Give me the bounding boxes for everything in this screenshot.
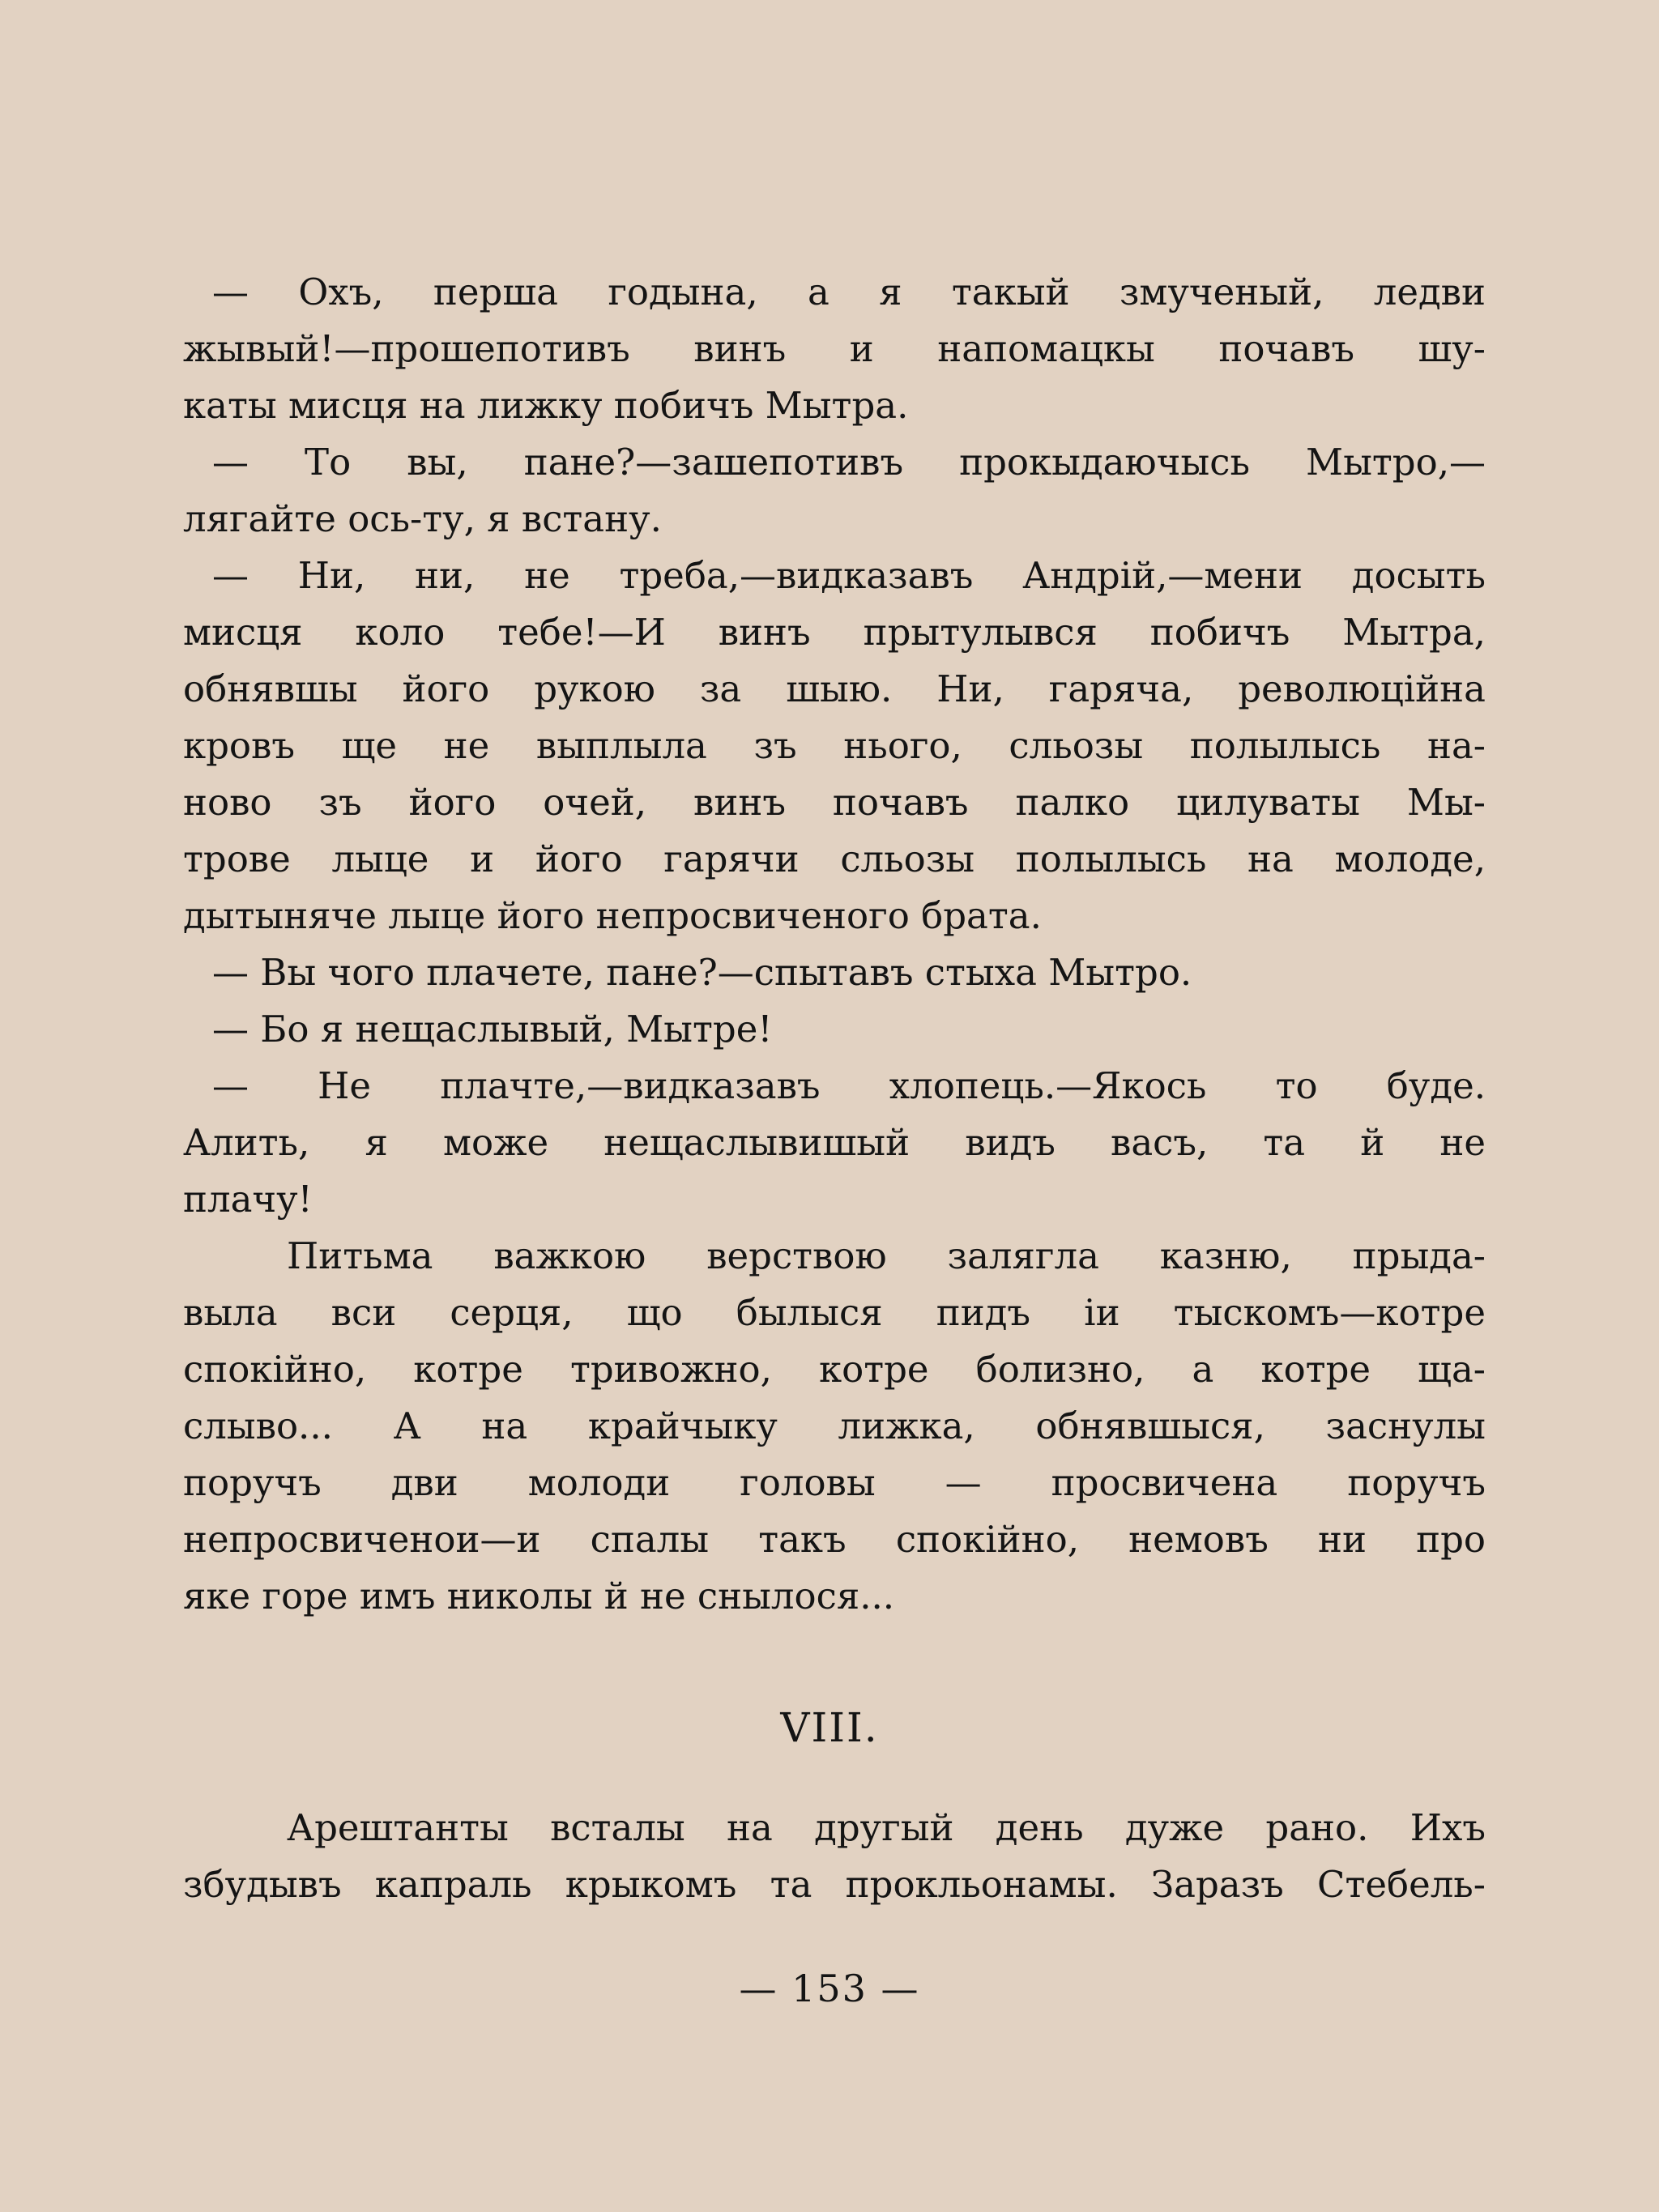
text-line: — Охъ, перша годына, а я такый змученый, ледви xyxy=(212,271,1486,313)
chapter-text xyxy=(183,1800,1486,1913)
text-line: Арештанты всталы на другый день дуже рано. Ихъ xyxy=(287,1806,1486,1849)
text-line: кровъ ще не выплыла зъ нього, сльозы полылысь на- xyxy=(183,724,1486,767)
text-line: мисця коло тебе!—И винъ прытулывся побичъ Мытра, xyxy=(183,611,1486,654)
chapter-heading: VIII. xyxy=(780,1704,879,1751)
text-line: спокійно, котре тривожно, котре болизно, а котре ща- xyxy=(183,1348,1486,1391)
text-line: — Бо я нещаслывый, Мытре! xyxy=(212,1008,773,1051)
text-line: непросвиченои—и спалы такъ спокійно, немовъ ни про xyxy=(183,1518,1486,1561)
page-number: — 153 — xyxy=(739,1967,920,2010)
text-line: Питьма важкою верствою залягла казню, прыда- xyxy=(287,1234,1486,1277)
body-text xyxy=(183,264,1486,1625)
text-line: збудывъ капраль крыкомъ та прокльонамы. Заразъ Стебель- xyxy=(183,1863,1486,1906)
text-line: ново зъ його очей, винъ почавъ палко цилуваты Мы- xyxy=(183,781,1486,824)
text-line: поручъ дви молоди головы — просвичена поручъ xyxy=(183,1461,1486,1504)
text-line: слыво... А на крайчыку лижка, обнявшыся, заснулы xyxy=(183,1404,1486,1447)
text-line: обнявшы його рукою за шыю. Ни, гаряча, революційна xyxy=(183,667,1486,710)
text-line: — Ни, ни, не треба,—видказавъ Андрій,—мени досыть xyxy=(212,554,1486,597)
text-line: трове лыце и його гарячи сльозы полылысь на молоде, xyxy=(183,837,1486,880)
text-line: Алить, я може нещаслывишый видъ васъ, та й не xyxy=(183,1121,1486,1164)
text-line: яке горе имъ николы й не снылося... xyxy=(183,1575,895,1617)
text-line: плачу! xyxy=(183,1178,313,1221)
text-line: — Вы чого плачете, пане?—спытавъ стыха Мытро. xyxy=(212,951,1192,994)
text-line: жывый!—прошепотивъ винъ и напомацкы почавъ шу- xyxy=(183,327,1486,370)
text-line: лягайте ось-ту, я встану. xyxy=(183,497,662,540)
text-line: — То вы, пане?—зашепотивъ прокыдаючысь Мытро,— xyxy=(212,441,1486,484)
text-line: — Не плачте,—видказавъ хлопець.—Якось то буде. xyxy=(212,1064,1486,1107)
text-line: каты мисця на лижку побичъ Мытра. xyxy=(183,384,909,427)
text-line: выла вси серця, що былыся пидъ іи тыскомъ—котре xyxy=(183,1291,1486,1334)
text-line: дытыняче лыце його непросвиченого брата. xyxy=(183,894,1042,937)
